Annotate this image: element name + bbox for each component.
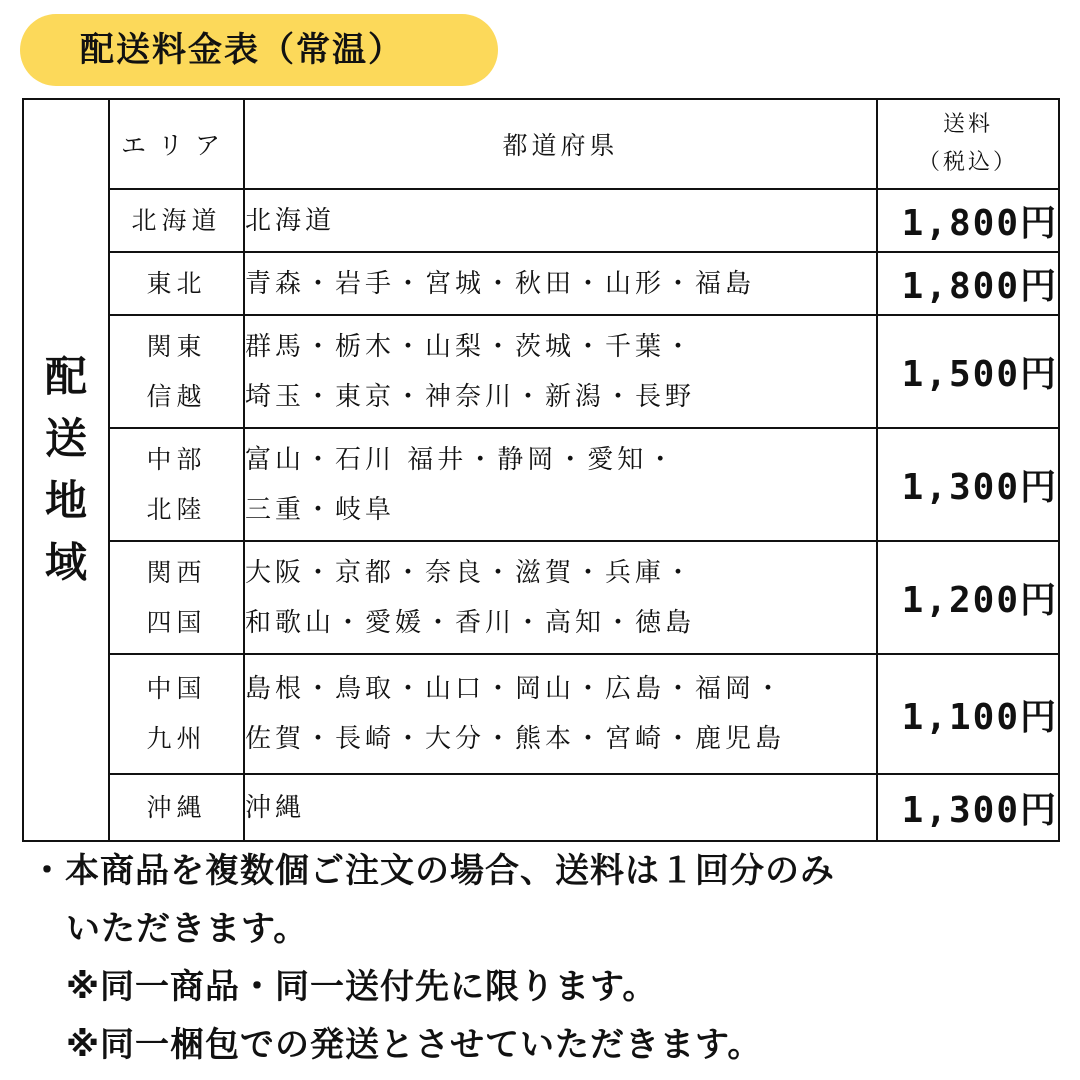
header-fee xyxy=(877,99,1059,189)
note-same-product-destination: ※同一商品・同一送付先に限ります。 xyxy=(66,967,658,1007)
title-banner xyxy=(20,14,498,86)
prefectures-cell xyxy=(244,654,877,774)
header-fee-tax-note: （税込） xyxy=(917,150,1018,175)
header-fee-label: 送料 xyxy=(942,112,993,137)
fee-cell: 1,300円 xyxy=(877,774,1059,841)
prefecture-list: 島根・鳥取・山口・岡山・広島・福岡・ xyxy=(245,674,786,704)
delivery-region-label xyxy=(23,99,109,841)
notes-section xyxy=(30,842,1070,1074)
fee-cell: 1,200円 xyxy=(877,541,1059,654)
fee-cell: 1,300円 xyxy=(877,428,1059,541)
side-label-char: 配 xyxy=(44,352,87,401)
area-name: 中国 xyxy=(146,674,207,703)
area-name: 信越 xyxy=(146,381,207,411)
area-cell xyxy=(109,541,244,654)
area-name: 中部 xyxy=(146,444,207,474)
fee-cell: 1,100円 xyxy=(877,654,1059,774)
prefectures-cell xyxy=(244,252,877,315)
area-cell xyxy=(109,428,244,541)
prefecture-list: 富山・石川 福井・静岡・愛知・ xyxy=(245,444,678,475)
area-name: 東北 xyxy=(146,268,207,298)
header-prefectures: 都道府県 xyxy=(244,99,877,189)
table-row xyxy=(23,428,1059,541)
side-label-char: 送 xyxy=(44,414,87,463)
area-cell xyxy=(109,654,244,774)
table-row xyxy=(23,315,1059,428)
shipping-fee-table xyxy=(22,98,1060,842)
area-cell xyxy=(109,252,244,315)
table-row xyxy=(23,252,1059,315)
prefecture-list: 群馬・栃木・山梨・茨城・千葉・ xyxy=(245,331,696,362)
area-cell xyxy=(109,315,244,428)
prefecture-list: 三重・岐阜 xyxy=(245,494,396,525)
note-multiple-items-cont: いただきます。 xyxy=(66,909,309,949)
fee-cell: 1,500円 xyxy=(877,315,1059,428)
note-same-package: ※同一梱包での発送とさせていただきます。 xyxy=(66,1025,763,1065)
area-name: 北陸 xyxy=(146,494,207,524)
prefecture-list: 北海道 xyxy=(245,205,336,236)
page-title: 配送料金表（常温） xyxy=(80,30,404,70)
area-name: 関東 xyxy=(146,331,207,361)
table-header-row xyxy=(23,99,1059,189)
header-area: エリア xyxy=(109,99,244,189)
area-name: 北海道 xyxy=(131,205,222,235)
prefectures-cell xyxy=(244,428,877,541)
prefectures-cell xyxy=(244,541,877,654)
prefectures-cell xyxy=(244,774,877,841)
area-name: 関西 xyxy=(146,557,207,587)
table-row xyxy=(23,654,1059,774)
prefecture-list: 青森・岩手・宮城・秋田・山形・福島 xyxy=(245,268,756,299)
prefecture-list: 埼玉・東京・神奈川・新潟・長野 xyxy=(245,381,696,412)
table-row xyxy=(23,189,1059,252)
prefecture-list: 沖縄 xyxy=(245,792,306,823)
note-multiple-items: ・本商品を複数個ご注文の場合、送料は１回分のみ xyxy=(30,851,835,891)
prefecture-list: 和歌山・愛媛・香川・高知・徳島 xyxy=(245,607,696,638)
area-name: 九州 xyxy=(146,724,207,753)
prefectures-cell xyxy=(244,315,877,428)
side-label-char: 地 xyxy=(44,476,87,525)
area-cell xyxy=(109,189,244,252)
fee-cell: 1,800円 xyxy=(877,252,1059,315)
fee-cell: 1,800円 xyxy=(877,189,1059,252)
prefecture-list: 佐賀・長崎・大分・熊本・宮崎・鹿児島 xyxy=(245,724,786,754)
table-row xyxy=(23,541,1059,654)
side-label-char: 域 xyxy=(44,538,87,587)
area-cell xyxy=(109,774,244,841)
prefectures-cell xyxy=(244,189,877,252)
area-name: 四国 xyxy=(146,607,207,637)
table-row xyxy=(23,774,1059,841)
area-name: 沖縄 xyxy=(146,792,207,822)
prefecture-list: 大阪・京都・奈良・滋賀・兵庫・ xyxy=(245,557,696,588)
